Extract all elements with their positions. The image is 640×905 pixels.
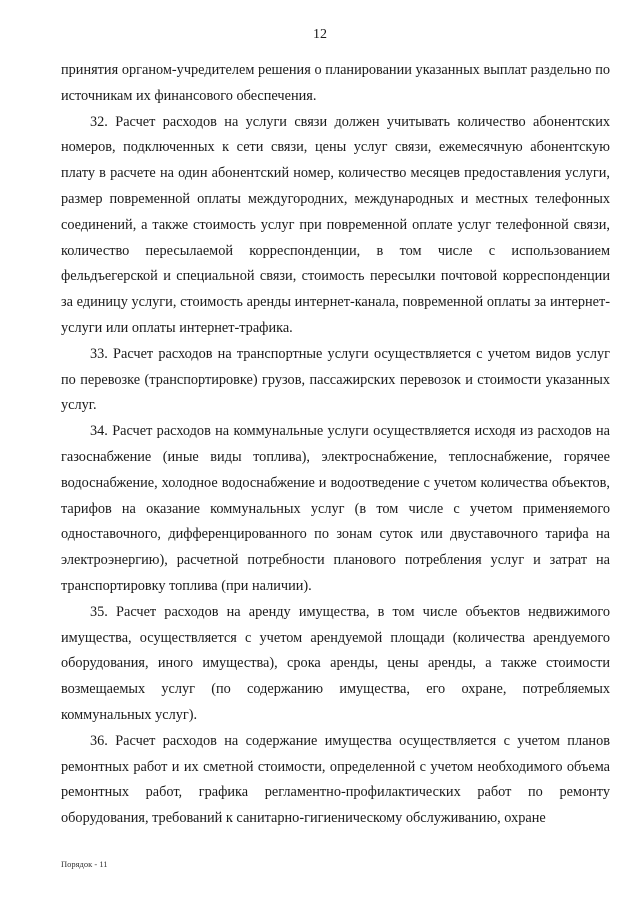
paragraph-34: 34. Расчет расходов на коммунальные услуги осуществляется исходя из расходов на газоснабжение (иные виды топлива), электроснабжение, теплоснабжение, горячее водоснабжение, холодное водоснабжение и водоотведение с учетом количества объектов, тарифов на оказание коммунальных услуг (в том числе с учетом применяемого одноставочного, дифференцированного по зонам суток или двуставочного тарифа на электроэнергию), расчетной потребности планового потребления услуг и затрат на транспортировку топлива (при наличии). — [61, 423, 610, 594]
paragraph-33: 33. Расчет расходов на транспортные услуги осуществляется с учетом видов услуг по перевозке (транспортировке) грузов, пассажирских перевозок и стоимости указанных услуг. — [61, 345, 610, 414]
page-footer: Порядок - 11 — [61, 859, 108, 869]
paragraph-35: 35. Расчет расходов на аренду имущества, в том числе объектов недвижимого имущества, осуществляется с учетом арендуемой площади (количества арендуемого оборудования, иного имущества), срока аренды, цены аренды, а также стоимости возмещаемых услуг (по содержанию имущества, его охране, потребляемых коммунальных услуг). — [61, 603, 610, 723]
paragraph-36: 36. Расчет расходов на содержание имущества осуществляется с учетом планов ремонтных работ и их сметной стоимости, определенной с учетом необходимого объема ремонтных работ, графика регламентно-профилактических работ по ремонту оборудования, требований к санитарно-гигиеническому обслуживанию, охране — [61, 732, 610, 827]
paragraph-continuation: принятия органом-учредителем решения о планировании указанных выплат раздельно по источникам их финансового обеспечения. — [61, 62, 610, 104]
page-number: 12 — [313, 27, 327, 42]
document-body — [61, 58, 610, 832]
paragraph-32: 32. Расчет расходов на услуги связи должен учитывать количество абонентских номеров, подключенных к сети связи, цены услуг связи, ежемесячную абонентскую плату в расчете на один абонентский номер, количество месяцев предоставления услуги, размер повременной оплаты междугородних, международных и местных телефонных соединений, а также стоимость услуг при повременной оплате услуг телефонной связи, количество пересылаемой корреспонденции, в том числе с использованием фельдъегерской и специальной связи, стоимость пересылки почтовой корреспонденции за единицу услуги, стоимость аренды интернет-канала, повременной оплаты за интернет-услуги или оплаты интернет-трафика. — [61, 113, 610, 336]
